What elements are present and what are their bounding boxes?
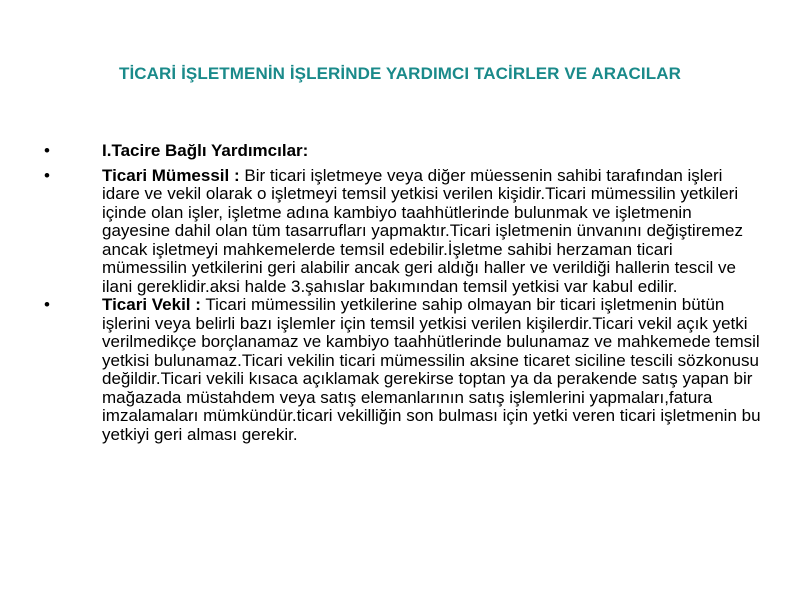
item-body: Bir ticari işletmeye veya diğer müessenin sahibi tarafından işleri idare ve vekil olarak o işletmeyi temsil yetkisi verilen kişidir.Ticari mümessilin yetkileri içinde olan işler, işletme adına kambiyo taahhütlerinde bulunmak ve işletmenin gayesine dahil olan tüm tasarrufları yapmaktır.Ticari işletmenin ünvanını değiştiremez ancak işletmeyi mahkemelerde temsil edebilir.İşletme sahibi herzaman ticari mümessilin yetkilerini geri alabilir ancak geri aldığı haller ve verildiği hallerin tescil ve ilani gereklidir.aksi halde 3.şahıslar bakımından temsil yetkisi var kabul edilir.: [102, 165, 743, 296]
item-lead: Ticari Mümessil :: [102, 165, 240, 185]
item-text: [102, 142, 762, 161]
slide-title: TİCARİ İŞLETMENİN İŞLERİNDE YARDIMCI TACİRLER VE ARACILAR: [118, 64, 681, 83]
bullet-icon: •: [44, 141, 50, 160]
bullet-icon: •: [44, 165, 50, 185]
item-text: [102, 296, 762, 444]
bullet-list: [0, 142, 800, 444]
list-item: [0, 296, 800, 444]
bullet-icon: •: [44, 295, 50, 314]
item-lead: I.Tacire Bağlı Yardımcılar:: [102, 141, 309, 160]
list-item: [0, 142, 800, 161]
item-lead: Ticari Vekil :: [102, 295, 201, 314]
item-text: [102, 167, 762, 297]
list-item: [0, 167, 800, 297]
item-body: Ticari mümessilin yetkilerine sahip olmayan bir ticari işletmenin bütün işlerini veya belirli bazı işlemler için temsil yetkisi verilen kişilerdir.Ticari vekil açık yetki verilmedikçe borçlanamaz ve kambiyo taahhütlerinde bulunamaz ve mahkemede temsil yetkisi bulunamaz.Ticari vekilin ticari mümessilin aksine ticaret siciline tescili sözkonusu değildir.Ticari vekili kısaca açıklamak gerekirse toptan ya da perakende satış yapan bir mağazada müstahdem veya satış elemanlarının satış işlemlerini yapmaları,fatura imzalamaları mümkündür.ticari vekilliğin son bulması için yetki veren ticari işletmenin bu yetkiyi geri alması gerekir.: [102, 295, 761, 444]
